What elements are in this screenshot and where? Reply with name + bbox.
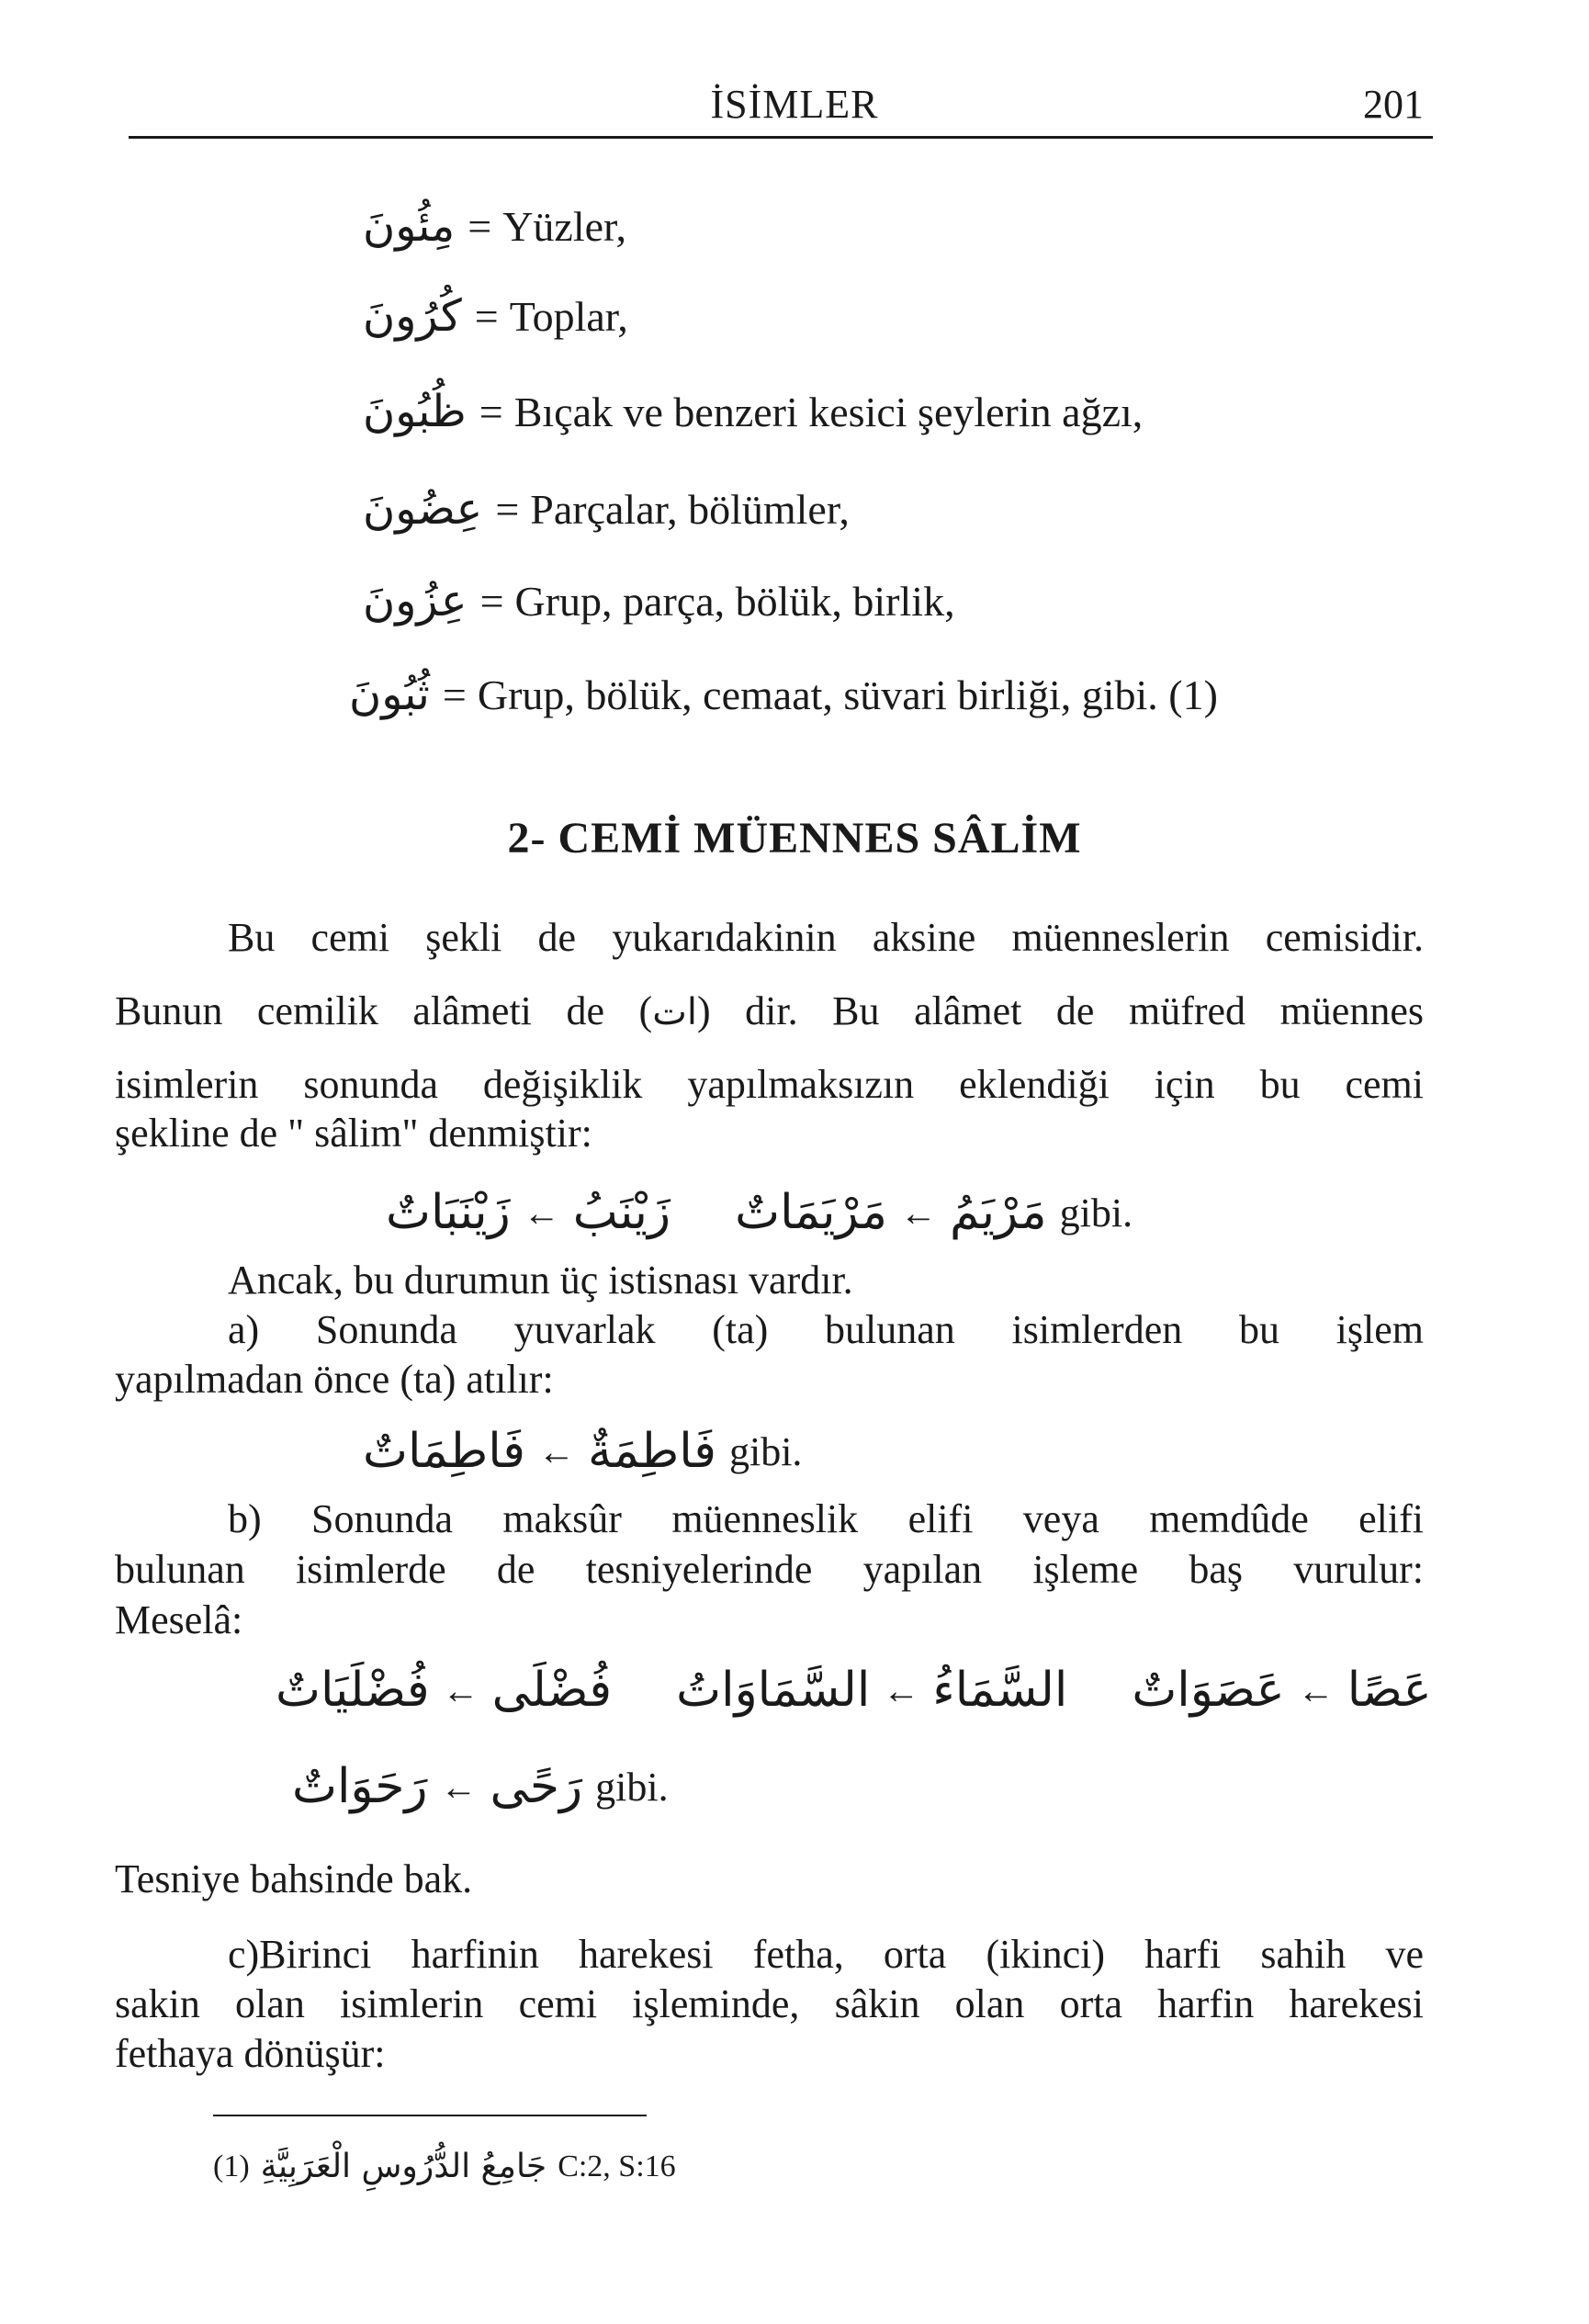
paragraph-line: b) Sonunda maksûr müenneslik elifi veya memdûde elifi <box>228 1496 1424 1541</box>
arabic-word: مَرْيَمُ <box>950 1185 1047 1240</box>
equals-sign: = <box>442 671 467 718</box>
paragraph-line: Bu cemi şekli de yukarıdakinin aksine müenneslerin cemisidir. <box>228 915 1424 960</box>
paragraph-line: Tesniye bahsinde bak. <box>115 1856 473 1901</box>
vocab-item <box>363 568 1465 634</box>
arabic-word: زَيْنَبُ <box>572 1185 671 1240</box>
arabic-suffix: ات <box>652 991 697 1033</box>
arrow-icon: ← <box>1297 1669 1335 1711</box>
footnote-source-title: جَامِعُ الدُّرُوسِ الْعَرَبِيَّةِ <box>260 2148 547 2185</box>
page-number: 201 <box>1363 82 1424 127</box>
vocab-item <box>363 378 1465 445</box>
arrow-icon: ← <box>442 1669 479 1711</box>
arabic-word: مِئُونَ <box>363 200 456 252</box>
arrow-icon: ← <box>440 1766 478 1808</box>
arrow-icon: ← <box>537 1430 575 1472</box>
vocab-item <box>363 283 1465 349</box>
arabic-word: ثُبُونَ <box>349 669 430 720</box>
paragraph-line: fethaya dönüşür: <box>115 2031 386 2076</box>
arabic-word: فَاطِمَةٌ <box>587 1424 716 1479</box>
equals-sign: = <box>495 485 520 533</box>
text-fragment: Bunun cemilik alâmeti de ( <box>115 988 653 1033</box>
meaning: Toplar, <box>509 292 628 340</box>
arabic-word: فُضْلَيَاتٌ <box>276 1663 430 1718</box>
example-line <box>292 1759 669 1814</box>
paragraph-line: isimlerin sonunda değişiklik yapılmaksızın eklendiği için bu cemi <box>115 1062 1424 1107</box>
meaning: Yüzler, <box>502 202 627 250</box>
meaning: Parçalar, bölümler, <box>530 485 850 533</box>
equals-sign: = <box>474 292 499 340</box>
footnote-reference: C:2, S:16 <box>558 2149 676 2183</box>
paragraph-line: sakin olan isimlerin cemi işleminde, sâkin olan orta harfin harekesi <box>115 1981 1424 2026</box>
paragraph-line: şekline de " sâlim" denmiştir: <box>115 1111 592 1156</box>
arabic-word: رَحَوَاتٌ <box>292 1759 428 1814</box>
equals-sign: = <box>479 577 504 625</box>
arabic-word: السَّمَاوَاتُ <box>676 1663 871 1718</box>
arrow-icon: ← <box>900 1191 937 1234</box>
gibi-label: gibi. <box>1059 1190 1133 1235</box>
gibi-label: gibi. <box>595 1764 669 1810</box>
gibi-label: gibi. <box>728 1428 803 1474</box>
arabic-word: فُضْلَى <box>491 1663 613 1718</box>
text-fragment: ) dir. Bu alâmet de müfred müennes <box>696 988 1424 1033</box>
meaning: Grup, parça, bölük, birlik, <box>514 577 955 625</box>
arabic-word: زَيْنَبَاتٌ <box>386 1185 511 1240</box>
vocab-item <box>349 661 1451 728</box>
paragraph-line <box>115 987 1424 1034</box>
arabic-word: عِزُونَ <box>363 575 468 626</box>
paragraph-line: yapılmadan önce (ta) atılır: <box>115 1357 554 1402</box>
section-heading: 2- CEMİ MÜENNES SÂLİM <box>507 814 1082 863</box>
footnote <box>213 2148 676 2185</box>
header-rule <box>129 136 1433 139</box>
arrow-icon: ← <box>523 1191 560 1234</box>
vocab-item <box>363 193 1465 259</box>
vocab-item <box>363 476 1465 542</box>
paragraph-line: Meselâ: <box>115 1597 243 1642</box>
equals-sign: = <box>468 202 492 250</box>
paragraph-line: c)Birinci harfinin harekesi fetha, orta (ikinci) harfi sahih ve <box>228 1932 1424 1977</box>
arabic-word: ظُبُونَ <box>363 386 467 437</box>
meaning: Grup, bölük, cemaat, süvari birliği, gibi. (1) <box>477 671 1218 718</box>
paragraph-line: a) Sonunda yuvarlak (ta) bulunan isimlerden bu işlem <box>228 1307 1424 1352</box>
arabic-word: عِضُونَ <box>363 483 483 535</box>
arabic-word: فَاطِمَاتٌ <box>363 1424 525 1479</box>
paragraph-line: bulunan isimlerde de tesniyelerinde yapılan işleme baş vurulur: <box>115 1547 1424 1592</box>
example-line <box>386 1185 1133 1240</box>
arabic-word: مَرْيَمَاتٌ <box>735 1185 887 1240</box>
arabic-word: رَحًى <box>490 1759 583 1814</box>
arabic-word: عَصًا <box>1347 1663 1432 1718</box>
meaning: Bıçak ve benzeri kesici şeylerin ağzı, <box>513 388 1144 435</box>
footnote-marker: (1) <box>213 2149 250 2183</box>
arabic-word: السَّمَاءُ <box>932 1663 1068 1718</box>
arrow-icon: ← <box>883 1669 920 1711</box>
example-line <box>363 1424 802 1479</box>
footnote-rule <box>213 2115 647 2116</box>
paragraph-line: Ancak, bu durumun üç istisnası vardır. <box>228 1258 853 1303</box>
arabic-word: عَصَوَاتٌ <box>1132 1663 1285 1718</box>
running-header-title: İSİMLER <box>710 82 879 127</box>
equals-sign: = <box>479 388 503 435</box>
example-line <box>276 1663 1432 1718</box>
arabic-word: كُرُونَ <box>363 290 462 342</box>
